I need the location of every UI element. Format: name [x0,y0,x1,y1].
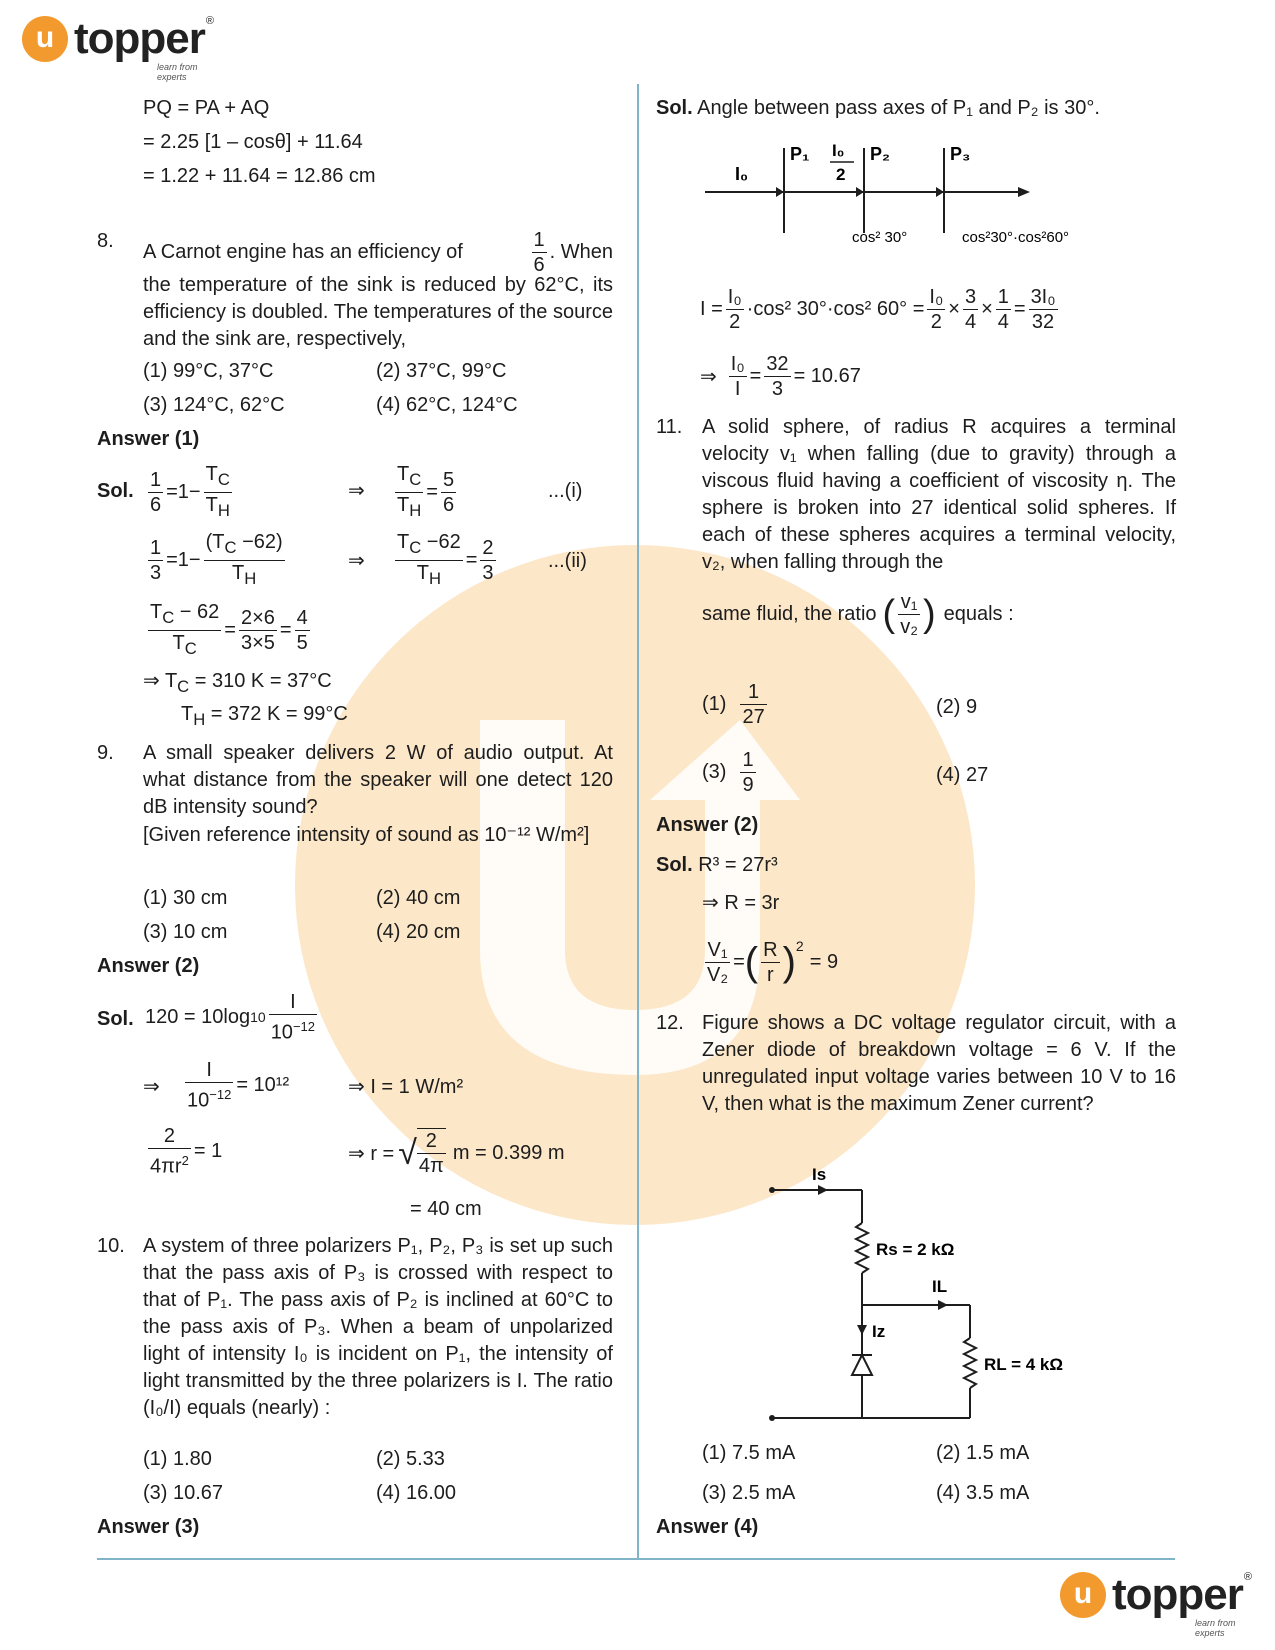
il-arrow-icon [938,1300,948,1310]
q8-option-4: (4) 62°C, 124°C [376,394,518,416]
q11-option-4: (4) 27 [936,764,989,786]
q8-number: 8. [97,230,114,252]
q11-sol-2: ⇒ R = 3r [702,892,780,914]
q9-implies-1: ⇒ [143,1076,160,1098]
q12-option-3: (3) 2.5 mA [702,1482,796,1504]
logo-wordmark: topper [74,14,205,63]
label-half-num: I₀ [832,141,845,160]
q8-eq-3: $\frac{T_C - 62}{T_C}$ = $\frac{2\times 6}{3\times 5}$ = $\frac{4}{5}$ [150,601,308,658]
footer-rule [97,1558,1175,1560]
footer-logo-tagline: learn from experts [1195,1618,1236,1638]
ground-terminal [769,1415,775,1421]
q9-intensity-result: ⇒ I = 1 W/m² [348,1076,464,1098]
q8-eq-1-result: $\frac{T_C}{T_H}$ = $\frac{5}{6}$ [397,463,455,520]
resistor-rs [856,1223,868,1273]
q10-option-3: (3) 10.67 [143,1482,224,1504]
label-rl: RL = 4 kΩ [984,1355,1063,1374]
label-il: IL [932,1277,948,1296]
q9-eq-3: $\frac{2}{4\pi r^2}$ = 1 [150,1125,223,1178]
q9-option-2: (2) 40 cm [376,887,461,909]
q8-implies-2: ⇒ [348,550,365,572]
zener-diode-icon [852,1355,872,1375]
q11-stem: A solid sphere, of radius R acquires a terminal velocity v₁ when falling (due to gravity) through a viscous fluid having a coefficient of viscosity η. The sphere is broken into 27 identical solid spheres. If each of these spheres acquires a terminal velocity, v₂, when falling through the [702,416,1176,573]
header-logo [22,14,214,82]
label-is: Is [812,1165,827,1184]
q11-answer: Answer (2) [656,814,759,836]
label-half-den: 2 [836,165,846,184]
q9-stem: A small speaker delivers 2 W of audio output. At what distance from the speaker will one detect 120 dB intensity sound? [143,742,613,818]
q10-option-4: (4) 16.00 [376,1482,457,1504]
q9-given: [Given reference intensity of sound as 10⁻¹² W/m²] [143,824,590,846]
q8-option-1: (1) 99°C, 37°C [143,360,274,382]
q12-option-2: (2) 1.5 mA [936,1442,1030,1464]
q8-result-tc: ⇒ $T_C = 310$ K = 37°C [143,670,332,696]
q11-number: 11. [656,416,683,438]
q8-implies-1: ⇒ [348,480,365,502]
q9-distance-result: ⇒ r = √ $\frac{2}{4\pi}$ m = 0.399 m [348,1130,565,1177]
label-p2: P₂ [870,144,891,164]
q10-answer: Answer (3) [97,1516,200,1538]
q8-eq-tag-2: ...(ii) [548,550,587,572]
q8-stem-line [143,228,613,277]
ray-arrowhead-icon [1018,187,1030,197]
label-p3: P₃ [950,144,971,164]
q11-option-2: (2) 9 [936,696,978,718]
intensity-after-p2-label: cos² 30° [852,229,908,246]
sol10-ratio: ⇒ $\frac{\text{I₀}}{I}$ = $\frac{32}{3}$ = 10.67 [700,353,861,400]
q11-sol-3: $\frac{\text{V₁}}{\text{V₂}}$ = ( $\frac{R}{r}$ ) $^2$ = 9 [707,938,839,986]
label-p1: P₁ [790,144,810,164]
q8-result-th: $T_H = 372$ K = 99°C [181,703,348,729]
q10-number: 10. [97,1235,125,1257]
q11-option-1: (1) $\frac{1}{27}$ [702,681,765,728]
q8-stem-body: the temperature of the sink is reduced by 62°C, its efficiency is doubled. The temperatures of the source and the sink are, respectively, [143,274,613,350]
q11-stem-ratio: same fluid, the ratio ( $\frac{\text{v₁}}{\text{v₂}}$ ) equals : [702,591,1014,638]
q9-option-1: (1) 30 cm [143,887,228,909]
q8-eq-tag-1: ...(i) [548,480,583,502]
q9-sol-label: Sol. [97,1008,134,1030]
ray-arrowhead-icon [856,187,864,197]
is-arrow-icon [818,1185,828,1195]
q9-final: = 40 cm [410,1198,482,1220]
q11-option-3: (3) $\frac{1}{9}$ [702,749,754,796]
logo-tagline: learn from experts [157,62,198,82]
q10-option-1: (1) 1.80 [143,1448,212,1470]
q9-eq-1: 120 = 10log 10 $\frac{I}{10^{-12}}$ [145,991,315,1044]
intensity-after-p3-label: cos²30°·cos²60° [962,229,1070,246]
q9-answer: Answer (2) [97,955,200,977]
q12-answer: Answer (4) [656,1516,759,1538]
logo-registered: ® [205,15,214,27]
q11-sol-1: Sol. R³ = 27r³ [656,854,778,876]
sol10-line: Sol. Angle between pass axes of P₁ and P₂ is 30°. [656,97,1100,119]
footer-logo-wordmark: topper [1112,1570,1243,1619]
label-iz: Iz [872,1322,886,1341]
column-divider [637,84,639,1560]
ray-arrowhead-icon [936,187,944,197]
cont-line-2: = 2.25 [1 – cosθ] + 11.64 [143,131,363,153]
label-i0: I₀ [735,164,749,184]
zener-circuit-diagram [760,1160,1180,1430]
q8-option-3: (3) 124°C, 62°C [143,394,285,416]
q8-answer: Answer (1) [97,428,200,450]
q12-number: 12. [656,1012,684,1034]
q8-efficiency-fraction: $\frac{1}{6}$ [533,229,545,276]
label-rs: Rs = 2 kΩ [876,1240,955,1259]
cont-line-1: PQ = PA + AQ [143,97,270,119]
q8-sol-label: Sol. [97,480,134,502]
q9-option-3: (3) 10 cm [143,921,228,943]
q8-eq-2-result: $\frac{T_C -62}{T_H}$ = $\frac{2}{3}$ [397,531,494,588]
q12-option-4: (4) 3.5 mA [936,1482,1030,1504]
sol10-eq: I = $\frac{\text{I₀}}{2}$ ·cos² 30°·cos² 60° = $\frac{\text{I₀}}{2}$ × $\frac{3}{4}$ × $\frac{1}{4}$ = $\frac{\text{3I₀}}{32}$ [700,286,1056,333]
q9-number: 9. [97,742,114,764]
q10-option-2: (2) 5.33 [376,1448,445,1470]
q9-option-4: (4) 20 cm [376,921,461,943]
q10-stem: A system of three polarizers P₁, P₂, P₃ is set up such that the pass axis of P₃ is crossed with respect to that of P₁. The pass axis of P₂ is inclined at 60°C to the pass axis of P₃. When a beam of unpolarized light of intensity I₀ is incident on P₁, the intensity of light transmitted by the three polarizers is I. The ratio (I₀/I) equals (nearly) : [143,1235,613,1419]
input-terminal [769,1187,775,1193]
q9-eq-2: $\frac{I}{10^{-12}}$ = 10¹² [187,1059,290,1112]
iz-arrow-icon [857,1325,867,1335]
q8-stem-b: . When [549,241,613,263]
footer-logo-mark-icon: u [1060,1572,1106,1618]
cont-line-3: = 1.22 + 11.64 = 12.86 cm [143,165,376,187]
q8-stem-a: A Carnot engine has an efficiency of [143,241,463,263]
q12-option-1: (1) 7.5 mA [702,1442,796,1464]
q8-eq-2: $\frac{1}{3}$ =1− $\frac{(T_C -62)}{T_H}$ [150,531,283,588]
footer-logo-registered: ® [1243,1571,1252,1583]
q8-option-2: (2) 37°C, 99°C [376,360,507,382]
q8-eq-1: $\frac{1}{6}$ =1− $\frac{T_C}{T_H}$ [150,463,230,520]
polarizer-diagram [700,138,1140,268]
q12-stem: Figure shows a DC voltage regulator circuit, with a Zener diode of breakdown voltage = 6 V. If the unregulated input voltage varies between 10 V to 16 V, then what is the maximum Zener current? [702,1012,1176,1115]
ray-arrowhead-icon [776,187,784,197]
logo-mark-icon: u [22,16,68,62]
resistor-rl [964,1338,976,1388]
footer-logo [1060,1570,1252,1638]
